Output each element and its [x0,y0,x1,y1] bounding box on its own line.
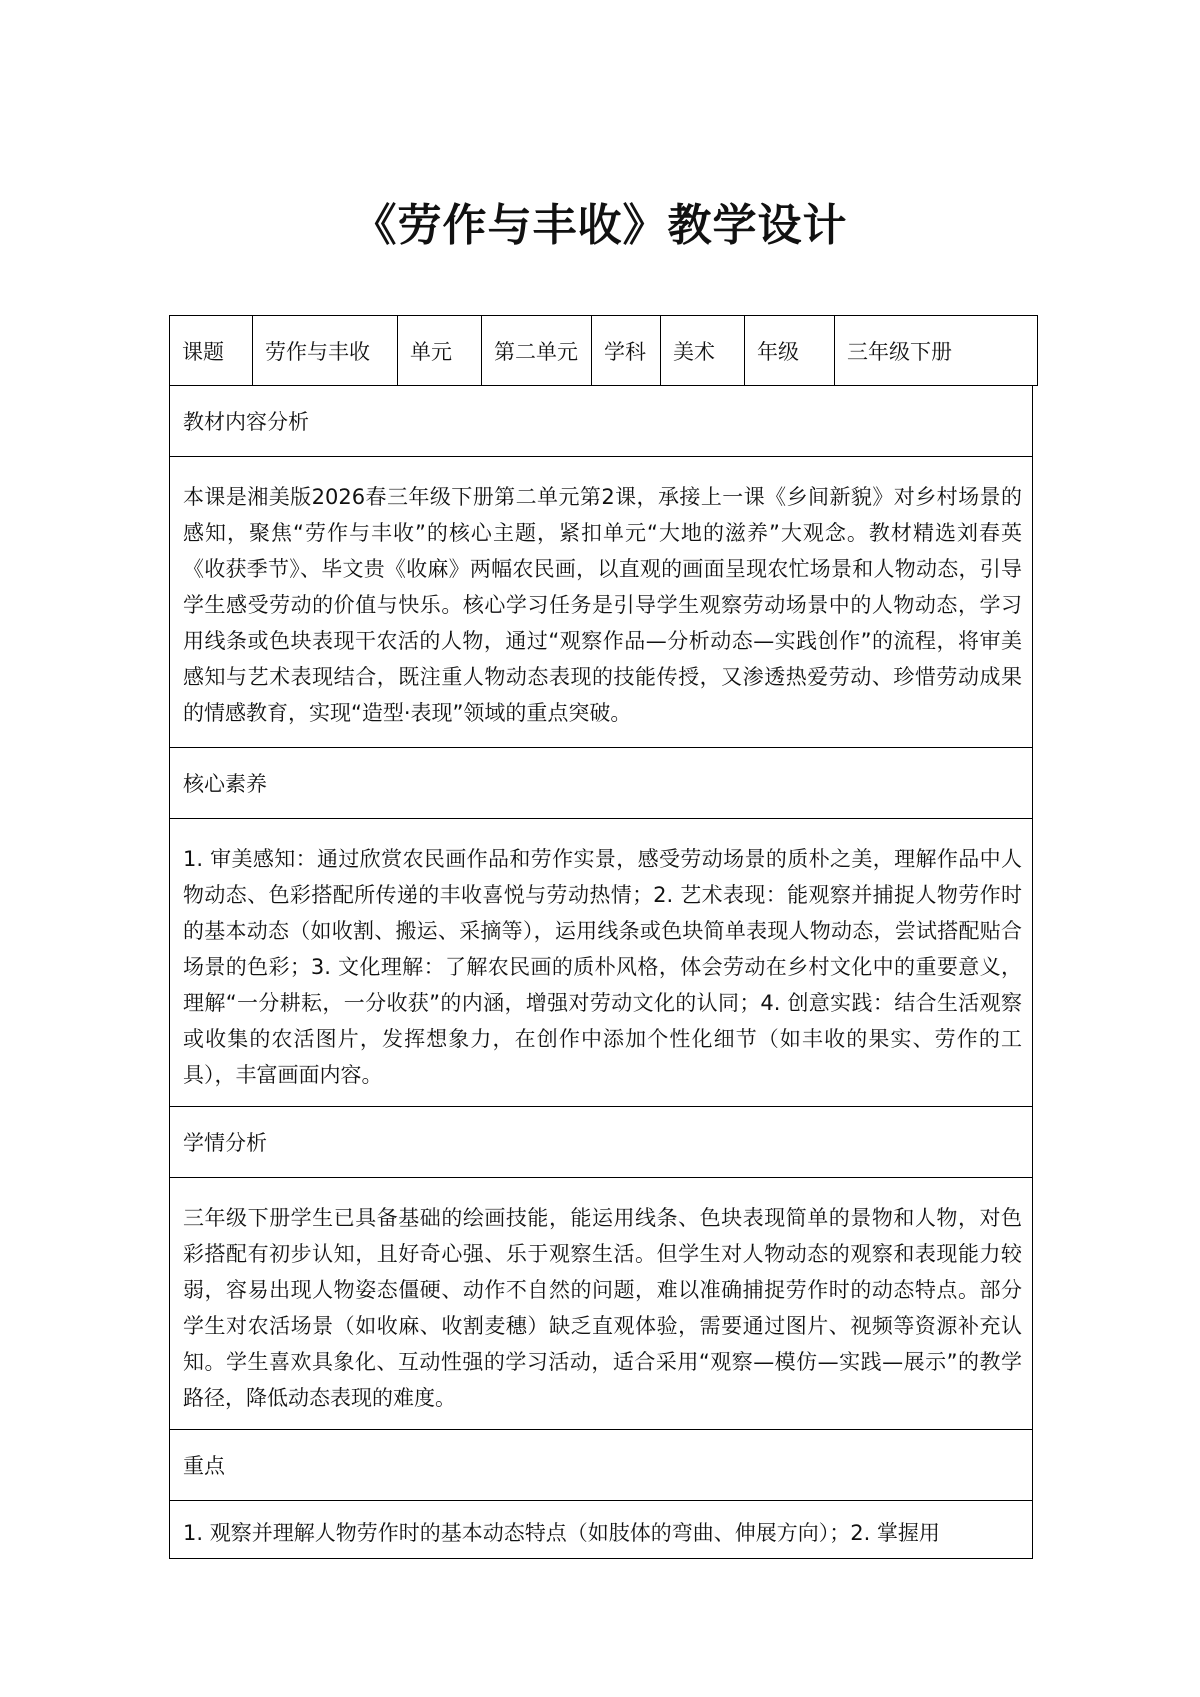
student-analysis-text: 三年级下册学生已具备基础的绘画技能，能运用线条、色块表现简单的景物和人物，对色彩搭配有初步认知，且好奇心强、乐于观察生活。但学生对人物动态的观察和表现能力较弱，容易出现人物姿态僵硬、动作不自然的问题，难以准确捕捉劳作时的动态特点。部分学生对农活场景（如收麻、收割麦穗）缺乏直观体验，需要通过图片、视频等资源补充认知。学生喜欢具象化、互动性强的学习活动，适合采用“观察—模仿—实践—展示”的教学路径，降低动态表现的难度。 [183,1206,1022,1410]
student-analysis-body-cell [169,1178,1033,1430]
material-analysis-heading: 教材内容分析 [183,410,309,434]
material-analysis-text: 本课是湘美版2026春三年级下册第二单元第2课，承接上一课《乡间新貌》对乡村场景的感知，聚焦“劳作与丰收”的核心主题，紧扣单元“大地的滋养”大观念。教材精选刘春英《收获季节》、毕文贵《收麻》两幅农民画，以直观的画面呈现农忙场景和人物动态，引导学生感受劳动的价值与快乐。核心学习任务是引导学生观察劳动场景中的人物动态，学习用线条或色块表现干农活的人物，通过“观察作品—分析动态—实践创作”的流程，将审美感知与艺术表现结合，既注重人物动态表现的技能传授，又渗透热爱劳动、珍惜劳动成果的情感教育，实现“造型·表现”领域的重点突破。 [183,485,1022,725]
unit-value: 第二单元 [482,316,592,386]
key-points-text: 1. 观察并理解人物劳作时的基本动态特点（如肢体的弯曲、伸展方向）；2. 掌握用 [183,1521,940,1545]
course-info-table [169,315,1038,386]
key-points-body-cell [169,1501,1033,1559]
document-title: 《劳作与丰收》教学设计 [352,200,848,251]
key-points-heading-cell [169,1430,1033,1501]
material-analysis-heading-cell [169,386,1033,457]
core-literacy-text: 1. 审美感知：通过欣赏农民画作品和劳作实景，感受劳动场景的质朴之美，理解作品中人物动态、色彩搭配所传递的丰收喜悦与劳动热情；2. 艺术表现：能观察并捕捉人物劳作时的基本动态（如收割、搬运、采摘等），运用线条或色块简单表现人物动态，尝试搭配贴合场景的色彩；3. 文化理解：了解农民画的质朴风格，体会劳动在乡村文化中的重要意义，理解“一分耕耘，一分收获”的内涵，增强对劳动文化的认同；4. 创意实践：结合生活观察或收集的农活图片，发挥想象力，在创作中添加个性化细节（如丰收的果实、劳作的工具），丰富画面内容。 [183,847,1022,1087]
course-info-row [170,316,1038,386]
core-literacy-heading-cell [169,748,1033,819]
student-analysis-heading-cell [169,1107,1033,1178]
key-points-heading: 重点 [183,1454,225,1478]
core-literacy-heading: 核心素养 [183,772,267,796]
unit-label: 单元 [398,316,482,386]
student-analysis-heading: 学情分析 [183,1131,267,1155]
grade-value: 三年级下册 [835,316,1038,386]
core-literacy-body-cell [169,819,1033,1107]
topic-label: 课题 [170,316,253,386]
material-analysis-body-cell [169,457,1033,748]
subject-value: 美术 [661,316,745,386]
topic-value: 劳作与丰收 [253,316,398,386]
subject-label: 学科 [592,316,661,386]
grade-label: 年级 [745,316,835,386]
